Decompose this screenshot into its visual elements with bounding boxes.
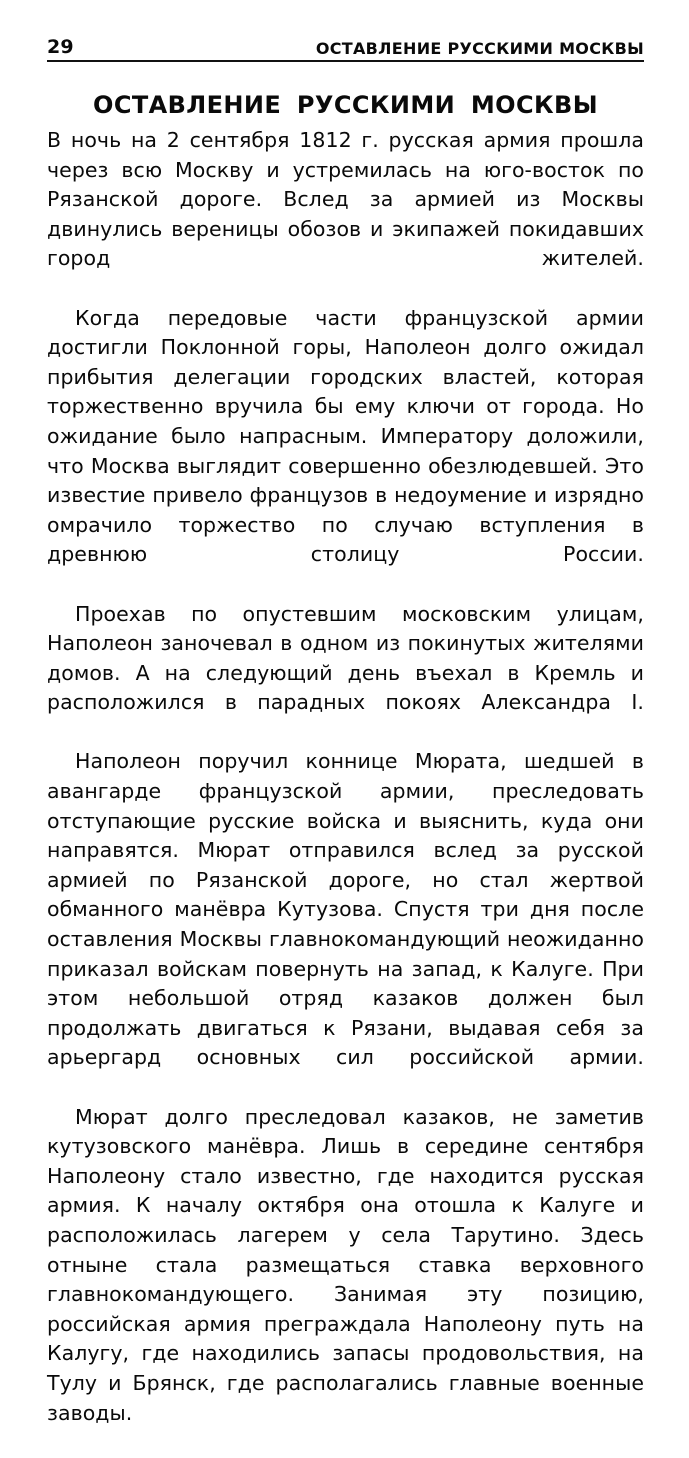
paragraph-5: Мюрат долго преследовал казаков, не заметив кутузовского манёвра. Лишь в середине сентября Наполеону стало известно, где находится русская армия. К началу октября она отошла к Калуге и расположилась лагерем у села Тарутино. Здесь отныне стала размещаться ставка верховного главнокомандующего. Занимая эту позицию, российская армия преграждала Наполеону путь на Калугу, где находились запасы продовольствия, на Тулу и Брянск, где располагались главные военные заводы. [47, 1104, 644, 1425]
running-head: ОСТАВЛЕНИЕ РУССКИМИ МОСКВЫ [315, 39, 644, 58]
paragraph-3: Проехав по опустевшим московским улицам, Наполеон заночевал в одном из покинутых жителями домов. А на следующий день въехал в Кремль и расположился в парадных покоях Александра I. [47, 601, 644, 715]
page-number: 29 [47, 36, 74, 58]
chapter-title: ОСТАВЛЕНИЕ РУССКИМИ МОСКВЫ [93, 91, 598, 120]
paragraph-1: В ночь на 2 сентября 1812 г. русская армия прошла через всю Москву и устремилась на юго-восток по Рязанской дороге. Вслед за армией из Москвы двинулись вереницы обозов и экипажей покидавших город жителей. [47, 128, 644, 271]
body-text-block [47, 126, 644, 1458]
paragraph-4: Наполеон поручил коннице Мюрата, шедшей в авангарде французской армии, преследовать отступающие русские войска и выяснить, куда они направятся. Мюрат отправился вслед за русской армией по Рязанской дороге, но стал жертвой обманного манёвра Кутузова. Спустя три дня после оставления Москвы главнокомандующий неожиданно приказал войскам повернуть на запад, к Калуге. При этом небольшой отряд казаков должен был продолжать двигаться к Рязани, выдавая себя за арьергард основных сил российской армии. [47, 749, 644, 1070]
page-header [47, 32, 644, 62]
paragraph-2: Когда передовые части французской армии достигли Поклонной горы, Наполеон долго ожидал прибытия делегации городских властей, которая торжественно вручила бы ему ключи от города. Но ожидание было напрасным. Императору доложили, что Москва выглядит совершенно обезлюдевшей. Это известие привело французов в недоумение и изрядно омрачило торжество по случаю вступления в древнюю столицу России. [47, 305, 644, 567]
